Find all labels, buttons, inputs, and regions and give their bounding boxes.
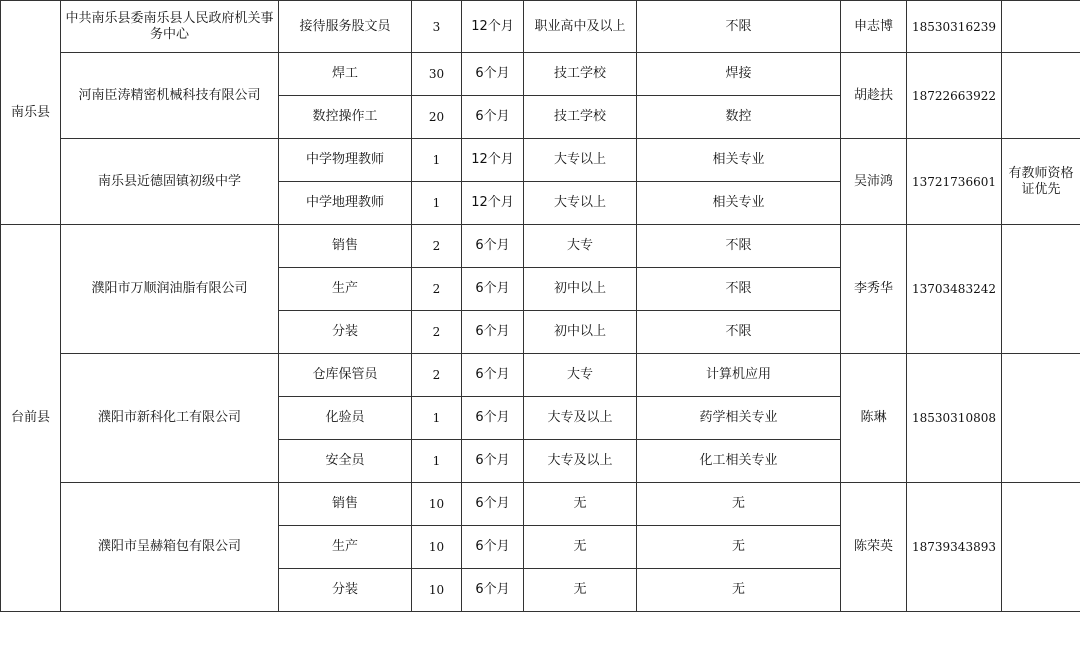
contact-cell: 胡趁扶 [841, 53, 907, 139]
education-cell: 大专以上 [524, 182, 637, 225]
major-cell: 不限 [637, 311, 841, 354]
table-row [1, 139, 1080, 182]
period-cell: 12个月 [462, 1, 524, 53]
note-cell: 有教师资格证优先 [1002, 139, 1080, 225]
major-cell: 不限 [637, 1, 841, 53]
county-cell: 南乐县 [1, 1, 61, 225]
job-title-cell: 仓库保管员 [279, 354, 412, 397]
job-title-cell: 销售 [279, 483, 412, 526]
major-cell: 焊接 [637, 53, 841, 96]
company-name-cell: 河南臣涛精密机械科技有限公司 [61, 53, 279, 139]
headcount-cell: 1 [412, 440, 462, 483]
major-cell: 相关专业 [637, 139, 841, 182]
period-cell: 6个月 [462, 483, 524, 526]
job-title-cell: 安全员 [279, 440, 412, 483]
headcount-cell: 1 [412, 397, 462, 440]
education-cell: 技工学校 [524, 96, 637, 139]
education-cell: 技工学校 [524, 53, 637, 96]
period-cell: 6个月 [462, 440, 524, 483]
contact-cell: 申志博 [841, 1, 907, 53]
contact-cell: 李秀华 [841, 225, 907, 354]
table-row [1, 354, 1080, 397]
period-cell: 6个月 [462, 268, 524, 311]
period-cell: 6个月 [462, 311, 524, 354]
headcount-cell: 2 [412, 268, 462, 311]
company-name-cell: 濮阳市呈赫箱包有限公司 [61, 483, 279, 612]
education-cell: 初中以上 [524, 311, 637, 354]
headcount-cell: 2 [412, 354, 462, 397]
headcount-cell: 10 [412, 526, 462, 569]
job-title-cell: 焊工 [279, 53, 412, 96]
note-cell [1002, 354, 1080, 483]
headcount-cell: 30 [412, 53, 462, 96]
table-row [1, 53, 1080, 96]
headcount-cell: 10 [412, 483, 462, 526]
job-title-cell: 中学物理教师 [279, 139, 412, 182]
headcount-cell: 10 [412, 569, 462, 612]
headcount-cell: 20 [412, 96, 462, 139]
education-cell: 大专及以上 [524, 440, 637, 483]
period-cell: 12个月 [462, 139, 524, 182]
education-cell: 无 [524, 483, 637, 526]
note-cell [1002, 53, 1080, 139]
period-cell: 6个月 [462, 526, 524, 569]
phone-cell: 13703483242 [907, 225, 1002, 354]
major-cell: 计算机应用 [637, 354, 841, 397]
period-cell: 12个月 [462, 182, 524, 225]
period-cell: 6个月 [462, 225, 524, 268]
headcount-cell: 3 [412, 1, 462, 53]
education-cell: 无 [524, 569, 637, 612]
company-name-cell: 濮阳市新科化工有限公司 [61, 354, 279, 483]
contact-cell: 陈琳 [841, 354, 907, 483]
phone-cell: 18722663922 [907, 53, 1002, 139]
job-title-cell: 分装 [279, 569, 412, 612]
major-cell: 药学相关专业 [637, 397, 841, 440]
note-cell [1002, 225, 1080, 354]
table-row [1, 225, 1080, 268]
education-cell: 大专及以上 [524, 397, 637, 440]
headcount-cell: 1 [412, 139, 462, 182]
major-cell: 数控 [637, 96, 841, 139]
period-cell: 6个月 [462, 354, 524, 397]
education-cell: 大专以上 [524, 139, 637, 182]
company-name-cell: 中共南乐县委南乐县人民政府机关事务中心 [61, 1, 279, 53]
headcount-cell: 1 [412, 182, 462, 225]
job-title-cell: 接待服务股文员 [279, 1, 412, 53]
county-cell: 台前县 [1, 225, 61, 612]
period-cell: 6个月 [462, 53, 524, 96]
headcount-cell: 2 [412, 311, 462, 354]
job-title-cell: 生产 [279, 268, 412, 311]
company-name-cell: 濮阳市万顺润油脂有限公司 [61, 225, 279, 354]
phone-cell: 18739343893 [907, 483, 1002, 612]
job-title-cell: 分装 [279, 311, 412, 354]
job-title-cell: 生产 [279, 526, 412, 569]
job-title-cell: 数控操作工 [279, 96, 412, 139]
contact-cell: 陈荣英 [841, 483, 907, 612]
phone-cell: 18530310808 [907, 354, 1002, 483]
job-title-cell: 化验员 [279, 397, 412, 440]
period-cell: 6个月 [462, 96, 524, 139]
table-row [1, 1, 1080, 53]
major-cell: 相关专业 [637, 182, 841, 225]
major-cell: 无 [637, 526, 841, 569]
phone-cell: 13721736601 [907, 139, 1002, 225]
education-cell: 大专 [524, 354, 637, 397]
period-cell: 6个月 [462, 397, 524, 440]
education-cell: 职业高中及以上 [524, 1, 637, 53]
company-name-cell: 南乐县近德固镇初级中学 [61, 139, 279, 225]
major-cell: 不限 [637, 225, 841, 268]
education-cell: 无 [524, 526, 637, 569]
major-cell: 化工相关专业 [637, 440, 841, 483]
period-cell: 6个月 [462, 569, 524, 612]
major-cell: 不限 [637, 268, 841, 311]
table-row [1, 483, 1080, 526]
major-cell: 无 [637, 569, 841, 612]
phone-cell: 18530316239 [907, 1, 1002, 53]
note-cell [1002, 483, 1080, 612]
education-cell: 初中以上 [524, 268, 637, 311]
job-title-cell: 中学地理教师 [279, 182, 412, 225]
major-cell: 无 [637, 483, 841, 526]
education-cell: 大专 [524, 225, 637, 268]
contact-cell: 吴沛鸿 [841, 139, 907, 225]
job-title-cell: 销售 [279, 225, 412, 268]
note-cell [1002, 1, 1080, 53]
headcount-cell: 2 [412, 225, 462, 268]
